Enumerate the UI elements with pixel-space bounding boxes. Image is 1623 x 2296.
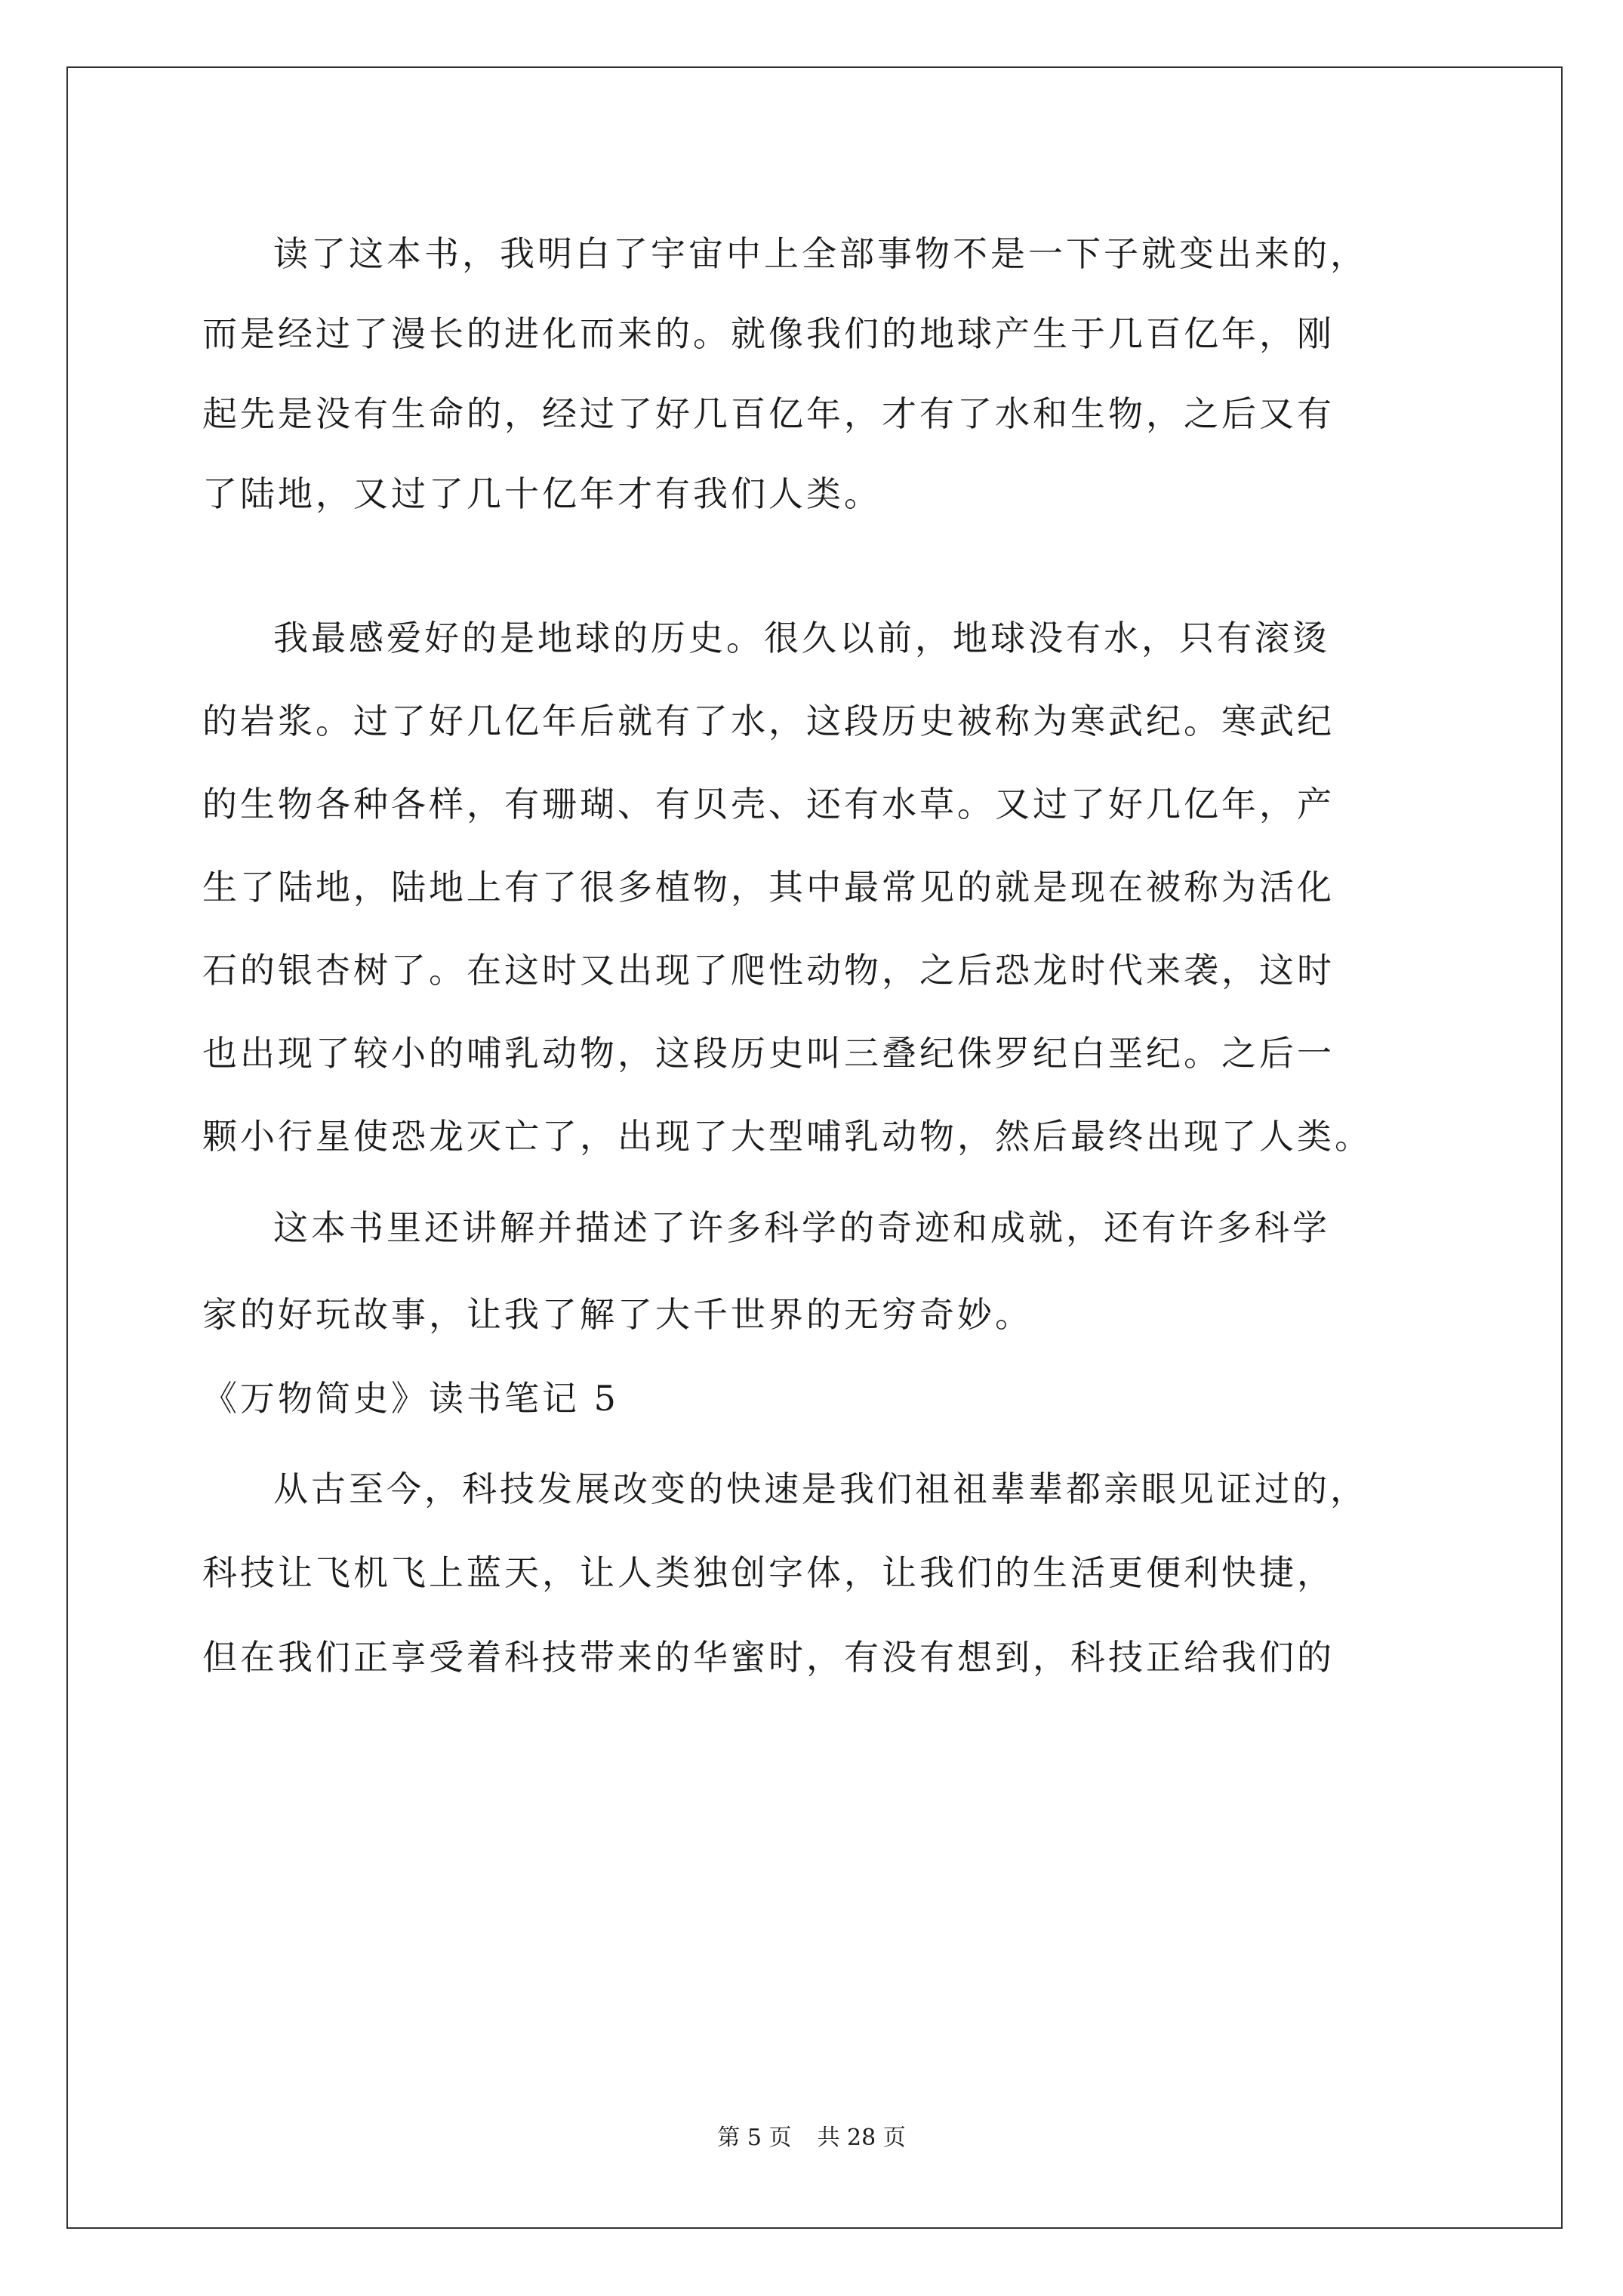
paragraph-2-line-1: 我最感爱好的是地球的历史。很久以前，地球没有水，只有滚烫 — [273, 618, 1330, 658]
section-title: 《万物简史》读书笔记 5 — [202, 1378, 619, 1419]
paragraph-4-line-3: 但在我们正享受着科技带来的华蜜时，有没有想到，科技正给我们的 — [202, 1637, 1335, 1678]
paragraph-3-line-2: 家的好玩故事，让我了解了大千世界的无穷奇妙。 — [202, 1294, 1033, 1335]
paragraph-2-line-3: 的生物各种各样，有珊瑚、有贝壳、还有水草。又过了好几亿年，产 — [202, 784, 1335, 824]
page-footer — [0, 2123, 1623, 2153]
paragraph-1-line-2: 而是经过了漫长的进化而来的。就像我们的地球产生于几百亿年，刚 — [202, 313, 1335, 354]
page-number: 第 5 页 — [717, 2125, 792, 2151]
paragraph-2-line-2: 的岩浆。过了好几亿年后就有了水，这段历史被称为寒武纪。寒武纪 — [202, 701, 1335, 741]
paragraph-3-line-1: 这本书里还讲解并描述了许多科学的奇迹和成就，还有许多科学 — [273, 1207, 1330, 1248]
paragraph-1-line-4: 了陆地，又过了几十亿年才有我们人类。 — [202, 473, 882, 514]
page-total: 共 28 页 — [817, 2125, 906, 2151]
paragraph-4-line-1: 从古至今，科技发展改变的快速是我们祖祖辈辈都亲眼见证过的， — [273, 1469, 1368, 1509]
paragraph-4-line-2: 科技让飞机飞上蓝天，让人类独创字体，让我们的生活更便利快捷， — [202, 1552, 1335, 1593]
paragraph-1-line-3: 起先是没有生命的，经过了好几百亿年，才有了水和生物，之后又有 — [202, 393, 1335, 434]
paragraph-2-line-7: 颗小行星使恐龙灭亡了，出现了大型哺乳动物，然后最终出现了人类。 — [202, 1116, 1372, 1157]
paragraph-2-line-6: 也出现了较小的哺乳动物，这段历史叫三叠纪侏罗纪白垩纪。之后一 — [202, 1033, 1335, 1074]
paragraph-2-line-4: 生了陆地，陆地上有了很多植物，其中最常见的就是现在被称为活化 — [202, 867, 1335, 908]
paragraph-1-line-1: 读了这本书，我明白了宇宙中上全部事物不是一下子就变出来的， — [273, 233, 1368, 274]
paragraph-2-line-5: 石的银杏树了。在这时又出现了爬性动物，之后恐龙时代来袭，这时 — [202, 950, 1335, 991]
